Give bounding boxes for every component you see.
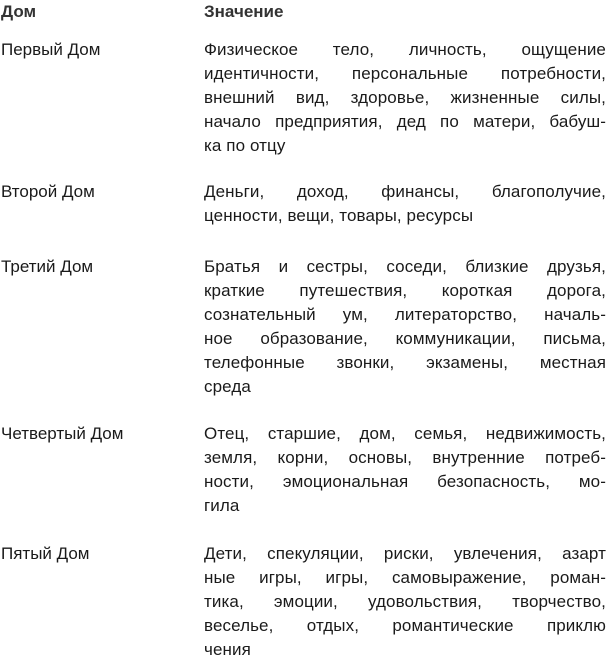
house-name: Пятый Дом (1, 544, 90, 563)
meaning-line: ценности, вещи, товары, ресурсы (204, 206, 474, 225)
meaning-line: Физическое тело, личность, ощущение (204, 40, 606, 59)
meaning-line: ное образование, коммуникации, письма, (204, 329, 606, 348)
meaning-line: Деньги, доход, финансы, благополучие, (204, 182, 606, 201)
meaning-line: ности, эмоциональная безопасность, мо- (204, 472, 606, 491)
meaning-line: идентичности, персональные потребности, (204, 64, 606, 83)
meaning-line: краткие путешествия, короткая дорога, (204, 281, 606, 300)
house-meaning (204, 542, 606, 662)
house-meaning (204, 38, 606, 158)
header-meaning: Значение (204, 2, 284, 21)
meaning-line: гила (204, 496, 240, 515)
meaning-line: тика, эмоции, удовольствия, творчество, (204, 592, 606, 611)
meaning-line: сознательный ум, литераторство, началь- (204, 305, 606, 324)
house-name: Второй Дом (1, 182, 95, 201)
house-name: Четвертый Дом (1, 424, 124, 443)
house-meaning (204, 255, 606, 399)
meaning-line: начало предприятия, дед по матери, бабуш- (204, 112, 606, 131)
meaning-line: чения (204, 640, 251, 659)
meaning-line: ка по отцу (204, 136, 286, 155)
table-header (0, 0, 614, 26)
meaning-line: Отец, старшие, дом, семья, недвижимость, (204, 424, 606, 443)
house-name: Третий Дом (1, 257, 94, 276)
house-name: Первый Дом (1, 40, 101, 59)
meaning-line: земля, корни, основы, внутренние потреб- (204, 448, 606, 467)
header-house: Дом (1, 2, 37, 21)
meaning-line: ные игры, игры, самовыражение, роман- (204, 568, 606, 587)
meaning-line: Дети, спекуляции, риски, увлечения, азарт (204, 544, 606, 563)
house-meaning (204, 422, 606, 518)
meaning-line: телефонные звонки, экзамены, местная (204, 353, 606, 372)
house-meaning (204, 180, 606, 228)
meaning-line: веселье, отдых, романтические приклю (204, 616, 606, 635)
meaning-line: внешний вид, здоровье, жизненные силы, (204, 88, 606, 107)
meaning-line: Братья и сестры, соседи, близкие друзья, (204, 257, 606, 276)
meaning-line: среда (204, 377, 251, 396)
